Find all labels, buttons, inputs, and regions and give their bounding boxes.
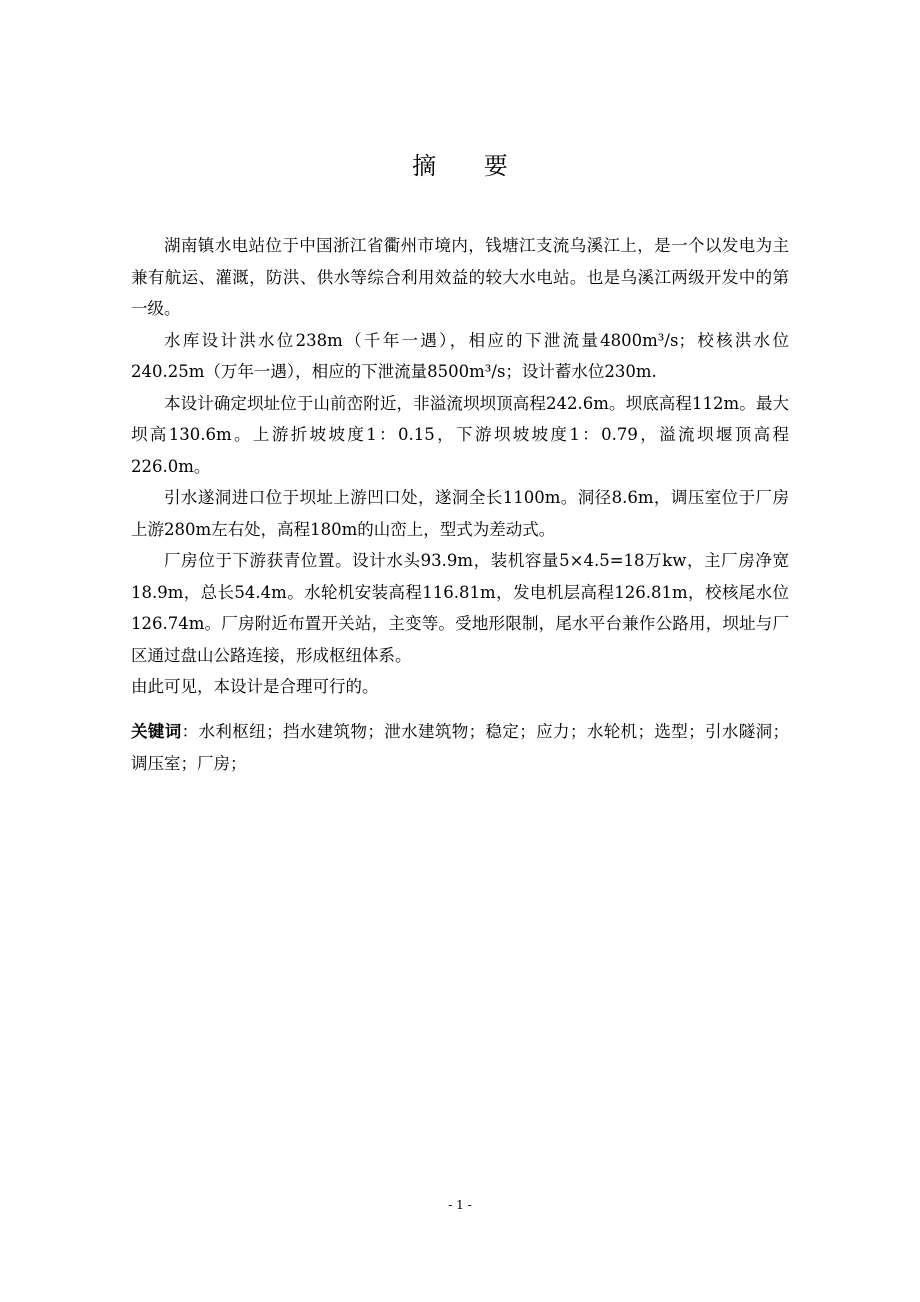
keywords-text: ：水利枢纽；挡水建筑物；泄水建筑物；稳定；应力；水轮机；选型；引水隧洞；调压室；厂房； [131, 722, 790, 773]
keywords-line [131, 716, 789, 779]
abstract-title: 摘 要 [412, 152, 528, 180]
abstract-body [131, 230, 789, 703]
paragraph-conclusion: 由此可见，本设计是合理可行的。 [131, 677, 379, 696]
paragraph-powerhouse: 厂房位于下游获青位置。设计水头93.9m，装机容量5×4.5=18万kw，主厂房净宽18.9m，总长54.4m。水轮机安装高程116.81m，发电机层高程126.81m，校核尾水位126.74m。厂房附近布置开关站，主变等。受地形限制，尾水平台兼作公路用，坝址与厂区通过盘山公路连接，形成枢纽体系。 [131, 551, 789, 665]
paragraph-diversion-tunnel: 引水遂洞进口位于坝址上游凹口处，遂洞全长1100m。洞径8.6m，调压室位于厂房上游280m左右处，高程180m的山峦上，型式为差动式。 [131, 488, 789, 539]
paragraph-location: 湖南镇水电站位于中国浙江省衢州市境内，钱塘江支流乌溪江上，是一个以发电为主兼有航运、灌溉，防洪、供水等综合利用效益的较大水电站。也是乌溪江两级开发中的第一级。 [131, 236, 789, 318]
page-number: - 1 - [448, 1198, 472, 1212]
paragraph-dam-site: 本设计确定坝址位于山前峦附近，非溢流坝坝顶高程242.6m。坝底高程112m。最大坝高130.6m。上游折坡坡度1：0.15，下游坝坡坡度1：0.79，溢流坝堰顶高程226.0m。 [131, 393, 789, 476]
paragraph-reservoir-levels: 水库设计洪水位238m（千年一遇），相应的下泄流量4800m³/s；校核洪水位240.25m（万年一遇），相应的下泄流量8500m³/s；设计蓄水位230m. [131, 330, 789, 381]
keywords-label: 关键词 [131, 722, 182, 741]
